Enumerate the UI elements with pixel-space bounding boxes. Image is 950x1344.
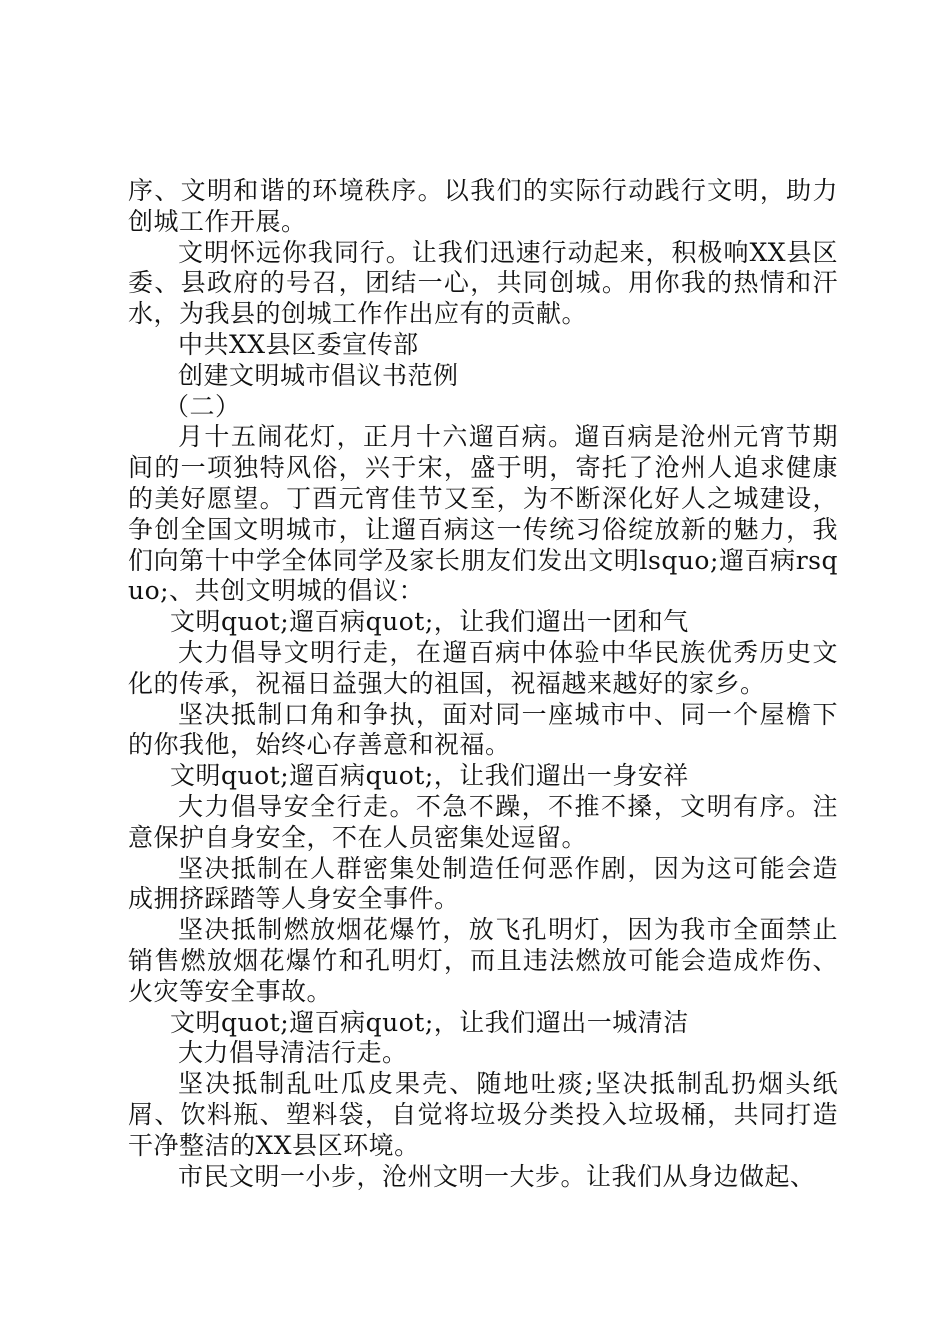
- paragraph: 月十五闹花灯，正月十六遛百病。遛百病是沧州元宵节期间的一项独特风俗，兴于宋，盛于明，寄托了沧州人追求健康的美好愿望。丁酉元宵佳节又至，为不断深化好人之城建设，争创全国文明城市，让遛百病这一传统习俗绽放新的魅力，我们向第十中学全体同学及家长朋友们发出文明lsquo;遛百病rsquo;、共创文明城的倡议：: [128, 422, 838, 606]
- paragraph: 序、文明和谐的环境秩序。以我们的实际行动践行文明，助力创城工作开展。: [128, 176, 838, 236]
- paragraph: 市民文明一小步，沧州文明一大步。让我们从身边做起、: [178, 1161, 816, 1191]
- document-body: [128, 176, 838, 1192]
- paragraph: 坚决抵制在人群密集处制造任何恶作剧，因为这可能会造成拥挤踩踏等人身安全事件。: [128, 853, 838, 914]
- paragraph: 坚决抵制乱吐瓜皮果壳、随地吐痰;坚决抵制乱扔烟头纸屑、饮料瓶、塑料袋，自觉将垃圾分类投入垃圾桶，共同打造干净整洁的XX县区环境。: [128, 1069, 838, 1160]
- subheading: 文明quot;遛百病quot;，让我们遛出一团和气: [170, 607, 689, 637]
- signature-line: 中共XX县区委宣传部: [178, 329, 419, 359]
- paragraph: 大力倡导清洁行走。: [178, 1038, 408, 1068]
- section-title: 创建文明城市倡议书范例: [178, 360, 459, 390]
- paragraph: 坚决抵制燃放烟花爆竹，放飞孔明灯，因为我市全面禁止销售燃放烟花爆竹和孔明灯，而且违法燃放可能会造成炸伤、火灾等安全事故。: [128, 915, 838, 1006]
- paragraph: 大力倡导安全行走。不急不躁，不推不搡，文明有序。注意保护自身安全，不在人员密集处逗留。: [128, 791, 838, 852]
- paragraph: 文明怀远你我同行。让我们迅速行动起来，积极响XX县区委、县政府的号召，团结一心，共同创城。用你我的热情和汗水，为我县的创城工作作出应有的贡献。: [128, 237, 838, 329]
- subheading: 文明quot;遛百病quot;，让我们遛出一城清洁: [170, 1007, 689, 1037]
- subheading: 文明quot;遛百病quot;，让我们遛出一身安祥: [170, 761, 689, 791]
- section-number: （二）: [164, 391, 241, 421]
- paragraph: 大力倡导文明行走，在遛百病中体验中华民族优秀历史文化的传承，祝福日益强大的祖国，祝福越来越好的家乡。: [128, 637, 838, 698]
- paragraph: 坚决抵制口角和争执，面对同一座城市中、同一个屋檐下的你我他，始终心存善意和祝福。: [128, 699, 838, 760]
